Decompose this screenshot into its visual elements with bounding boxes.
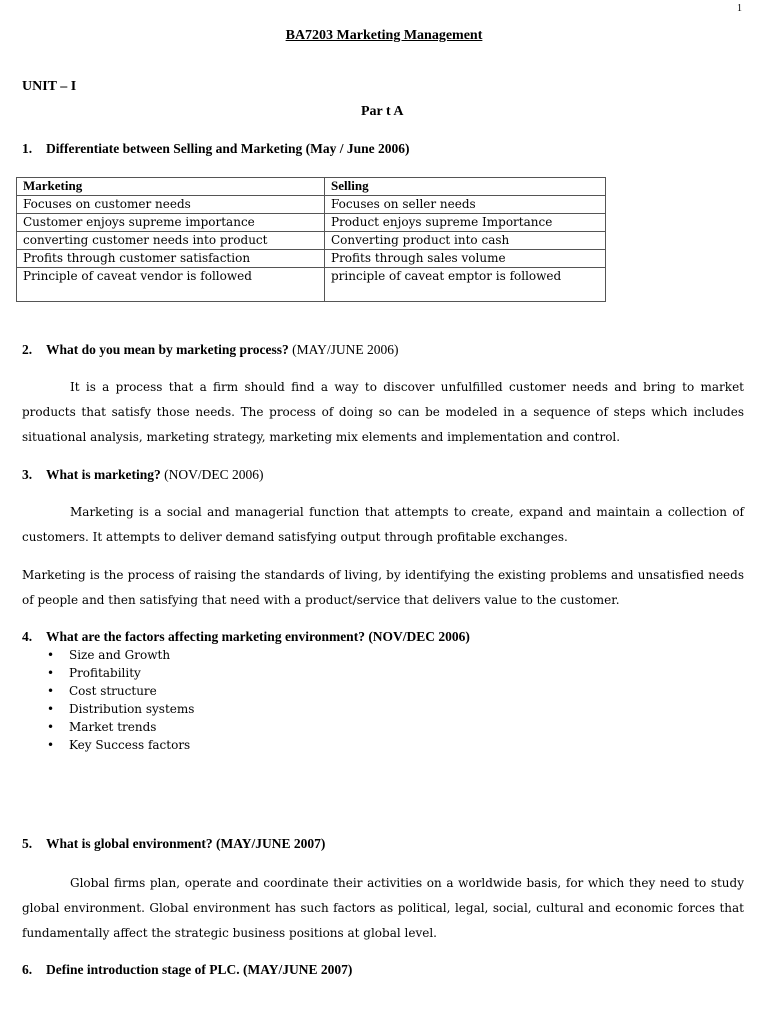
- list-item: [22, 664, 194, 682]
- answer-2-paragraph: [22, 375, 744, 450]
- table-row: [17, 268, 606, 302]
- table-cell: Profits through customer satisfaction: [17, 250, 325, 268]
- list-item-text: Size and Growth: [69, 648, 171, 662]
- question-number: 6.: [22, 962, 33, 977]
- table-cell: Focuses on customer needs: [17, 196, 325, 214]
- bullet-icon: •: [47, 702, 55, 716]
- question-3: [22, 467, 264, 483]
- bullet-icon: •: [47, 720, 55, 734]
- question-number: 3.: [22, 467, 33, 482]
- question-number: 4.: [22, 629, 33, 644]
- column-header-marketing: Marketing: [17, 178, 325, 196]
- factors-list: [22, 646, 194, 754]
- table-row: [17, 250, 606, 268]
- bullet-icon: •: [47, 738, 55, 752]
- paragraph-text: It is a process that a firm should find a way to discover unfulfilled customer needs and bring to market products that satisfy those needs. The process of doing so can be modeled in a sequence of steps which includes situational analysis, marketing strategy, marketing mix elements and implementation and control.: [22, 380, 744, 444]
- question-date: (MAY/JUNE 2006): [288, 342, 399, 357]
- list-item: [22, 646, 194, 664]
- table-cell: converting customer needs into product: [17, 232, 325, 250]
- table-row: [17, 196, 606, 214]
- unit-heading: UNIT – I: [22, 79, 77, 94]
- list-item-text: Cost structure: [69, 684, 157, 698]
- table-header-row: [17, 178, 606, 196]
- question-text: What is global environment? (MAY/JUNE 2007): [46, 836, 326, 851]
- table-cell: Principle of caveat vendor is followed: [17, 268, 325, 302]
- question-text: Differentiate between Selling and Marketing (May / June 2006): [46, 141, 410, 156]
- list-item-text: Distribution systems: [69, 702, 195, 716]
- table-row: [17, 214, 606, 232]
- answer-5-paragraph: [22, 871, 744, 946]
- table-row: [17, 232, 606, 250]
- question-date: (NOV/DEC 2006): [364, 629, 470, 644]
- list-item-text: Key Success factors: [69, 738, 191, 752]
- paragraph-text: Marketing is a social and managerial function that attempts to create, expand and maintain a collection of customers. It attempts to deliver demand satisfying output through profitable exchanges.: [22, 505, 744, 544]
- list-item: [22, 700, 194, 718]
- question-2: [22, 342, 399, 358]
- paragraph-text: Global firms plan, operate and coordinate their activities on a worldwide basis, for which they need to study global environment. Global environment has such factors as political, legal, social, cultural and economic forces that fundamentally affect the strategic business positions at global level.: [22, 876, 744, 940]
- question-6: [22, 962, 352, 978]
- part-heading: Par t A: [361, 104, 404, 119]
- table-cell: Product enjoys supreme Importance: [325, 214, 606, 232]
- bullet-icon: •: [47, 666, 55, 680]
- list-item: [22, 682, 194, 700]
- question-text: What do you mean by marketing process?: [46, 342, 289, 357]
- table-cell: Profits through sales volume: [325, 250, 606, 268]
- question-text: What are the factors affecting marketing environment?: [46, 629, 365, 644]
- table-cell: principle of caveat emptor is followed: [325, 268, 606, 302]
- list-item: [22, 718, 194, 736]
- question-text: What is marketing?: [46, 467, 161, 482]
- question-text: Define introduction stage of PLC. (MAY/JUNE 2007): [46, 962, 353, 977]
- table-cell: Converting product into cash: [325, 232, 606, 250]
- answer-3-paragraph-2: [22, 563, 744, 613]
- page-number: 1: [737, 3, 742, 14]
- table-cell: Customer enjoys supreme importance: [17, 214, 325, 232]
- paragraph-text: Marketing is the process of raising the standards of living, by identifying the existing problems and unsatisfied needs of people and then satisfying that need with a product/service that delivers value to the customer.: [22, 568, 744, 607]
- column-header-selling: Selling: [325, 178, 606, 196]
- document-title: BA7203 Marketing Management: [285, 28, 483, 43]
- list-item-text: Market trends: [69, 720, 157, 734]
- list-item: [22, 736, 194, 754]
- list-item-text: Profitability: [69, 666, 141, 680]
- question-date: (NOV/DEC 2006): [160, 467, 264, 482]
- answer-3-paragraph-1: [22, 500, 744, 550]
- table-cell: Focuses on seller needs: [325, 196, 606, 214]
- question-number: 2.: [22, 342, 33, 357]
- question-1: [22, 141, 409, 157]
- bullet-icon: •: [47, 648, 55, 662]
- comparison-table: [16, 177, 606, 302]
- bullet-icon: •: [47, 684, 55, 698]
- question-4: [22, 629, 470, 645]
- question-5: [22, 836, 325, 852]
- question-number: 5.: [22, 836, 33, 851]
- question-number: 1.: [22, 141, 33, 156]
